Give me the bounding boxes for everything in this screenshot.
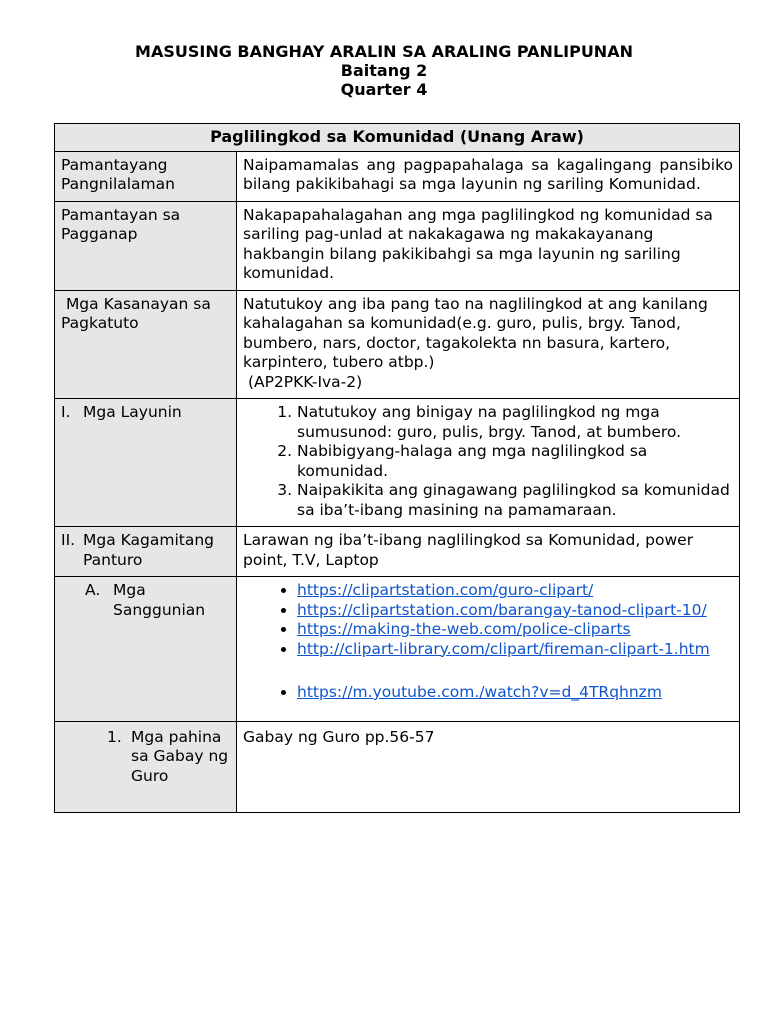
reference-link[interactable]: https://clipartstation.com/barangay-tanod-clipart-10/ bbox=[297, 600, 707, 619]
document-title: MASUSING BANGHAY ARALIN SA ARALING PANLIPUNAN bbox=[135, 42, 633, 61]
layunin-number: I. bbox=[61, 403, 71, 421]
table-title-row bbox=[55, 124, 740, 152]
reference-item bbox=[297, 601, 733, 621]
document-heading bbox=[0, 42, 768, 99]
table-row bbox=[55, 527, 740, 577]
competency-code bbox=[243, 373, 733, 393]
row-content-pamantayan-sa-pagganap: Nakapapahalagahan ang mga paglilingkod ng komunidad sa sariling pag-unlad at nakakagawa ng makakayanang hakbangin bilang pakikibahgi sa mga layunin ng sariling komunidad. bbox=[237, 201, 740, 290]
row-label-kagamitang-panturo bbox=[55, 527, 237, 577]
grade-level: Baitang 2 bbox=[340, 61, 428, 80]
row-label-pamantayan-sa-pagganap: Pamantayan sa Pagganap bbox=[55, 201, 237, 290]
objective-item: 1. Natutukoy ang binigay na paglilingkod ng mga sumusunod: guro, pulis, brgy. Tanod, at bumbero. bbox=[297, 403, 733, 442]
row-label-mga-layunin bbox=[55, 399, 237, 527]
row-content-gabay-ng-guro: Gabay ng Guro pp.56-57 bbox=[237, 721, 740, 812]
reference-link[interactable]: https://m.youtube.com./watch?v=d_4TRqhnzm bbox=[297, 683, 662, 701]
lesson-plan-table bbox=[54, 123, 740, 813]
row-content-mga-layunin bbox=[237, 399, 740, 527]
table-row bbox=[55, 201, 740, 290]
competency-code-text: (AP2PKK-Iva-2) bbox=[247, 372, 363, 391]
sanggunian-letter: A. bbox=[85, 581, 101, 599]
reference-item bbox=[297, 640, 733, 660]
kagamitan-label: Mga Kagamitang Panturo bbox=[83, 531, 215, 569]
row-content-mga-kasanayan bbox=[237, 290, 740, 399]
objective-item: 3. Naipakikita ang ginagawang paglilingkod sa komunidad sa iba’t-ibang masining na pamamaraan. bbox=[297, 481, 733, 520]
row-content-pamantayang-pangnilalaman: Naipamamalas ang pagpapahalaga sa kagalingang pansibiko bilang pakikibahagi sa mga layunin ng sariling Komunidad. bbox=[237, 151, 740, 201]
row-label-mga-kasanayan bbox=[55, 290, 237, 399]
reference-item bbox=[297, 620, 733, 640]
sanggunian-label: Mga Sanggunian bbox=[113, 581, 206, 619]
objectives-list bbox=[243, 403, 733, 520]
gabay-label: Mga pahina sa Gabay ng Guro bbox=[131, 727, 229, 785]
row-label-mga-sanggunian bbox=[55, 577, 237, 722]
kagamitan-number: II. bbox=[61, 531, 76, 549]
row-label-pamantayang-pangnilalaman: Pamantayang Pangnilalaman bbox=[55, 151, 237, 201]
table-title: Paglilingkod sa Komunidad (Unang Araw) bbox=[55, 124, 740, 152]
table-row bbox=[55, 290, 740, 399]
row-label-gabay-ng-guro bbox=[55, 721, 237, 812]
table-row bbox=[55, 721, 740, 812]
reference-link[interactable]: http://clipart-library.com/clipart/fireman-clipart-1.htm bbox=[297, 639, 710, 658]
layunin-label: Mga Layunin bbox=[83, 403, 182, 421]
table-row bbox=[55, 399, 740, 527]
table-row bbox=[55, 151, 740, 201]
row-content-kagamitang-panturo: Larawan ng iba’t-ibang naglilingkod sa Komunidad, power point, T.V, Laptop bbox=[237, 527, 740, 577]
quarter: Quarter 4 bbox=[340, 80, 428, 99]
reference-links bbox=[243, 581, 733, 703]
reference-item bbox=[297, 581, 733, 601]
kasanayan-label-text: Mga Kasanayan sa Pagkatuto bbox=[61, 294, 211, 332]
table-row bbox=[55, 577, 740, 722]
reference-link[interactable]: https://clipartstation.com/guro-clipart/ bbox=[297, 581, 594, 599]
reference-item bbox=[297, 683, 733, 703]
objective-item: 2. Nabibigyang-halaga ang mga naglilingkod sa komunidad. bbox=[297, 442, 733, 481]
reference-link[interactable]: https://making-the-web.com/police-cliparts bbox=[297, 620, 631, 638]
gabay-number: 1. bbox=[107, 727, 122, 746]
kasanayan-text: Natutukoy ang iba pang tao na naglilingkod at ang kanilang kahalagahan sa komunidad(e.g. guro, pulis, brgy. Tanod, bumbero, nars, doctor, tagakolekta nn basura, kartero, karpintero, tubero atbp.) bbox=[243, 294, 708, 371]
row-content-mga-sanggunian bbox=[237, 577, 740, 722]
